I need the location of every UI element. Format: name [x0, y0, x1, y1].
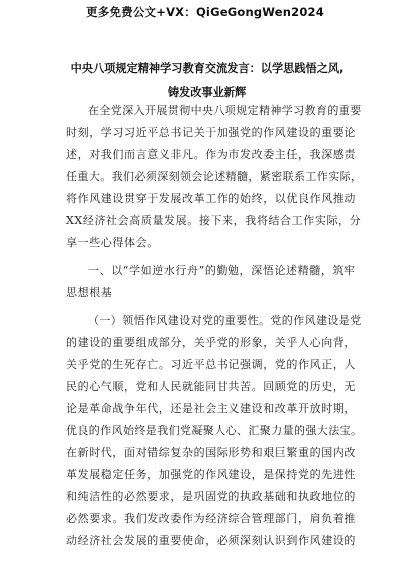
section-heading: 一、以“学如逆水行舟”的勤勉，深悟论述精髓，筑牢 — [88, 264, 356, 277]
body-line: 关乎党的生死存亡。习近平总书记强调，党的作风正，人 — [66, 358, 356, 371]
body-line: 革发展稳定任务，加强党的作风建设，是保持党的先进性 — [66, 468, 356, 481]
body-line: 民的心气顺，党和人民就能同甘共苦。回顾党的历史，无 — [66, 380, 356, 393]
body-line: 优良的作风始终是我们党凝聚人心、汇聚力量的强大法宝。 — [66, 424, 363, 437]
body-line: 必然要求。我们发改委作为经济综合管理部门，肩负着推 — [66, 512, 356, 525]
section-heading-cont: 思想根基 — [66, 286, 113, 299]
body-line: 和纯洁性的必然要求，是巩固党的执政基础和执政地位的 — [66, 490, 356, 503]
body-line: 在全党深入开展贯彻中央八项规定精神学习教育的重要 — [88, 104, 362, 117]
body-line: 任重大。我们必须深刻领会论述精髓，紧密联系工作实际， — [66, 170, 363, 183]
body-line: 的建设的重要组成部分，关乎党的形象，关乎人心向背， — [66, 336, 356, 349]
body-line: 将作风建设贯穿于发展改革工作的始终，以优良作风推动 — [66, 192, 356, 205]
body-line: 动经济社会发展的重要使命，必须深刻认识到作风建设的 — [66, 534, 356, 547]
body-line: 享一些心得体会。 — [66, 236, 159, 249]
document-title-line-2: 铸发改事业新辉 — [167, 86, 247, 99]
body-line: 述，对我们而言意义非凡。作为市发改委主任，我深感责 — [66, 148, 356, 161]
document-title-line-1: 中央八项规定精神学习教育交流发言：以学思践悟之风, — [70, 62, 344, 75]
subsection-line: （一）领悟作风建设对党的重要性。党的作风建设是党 — [88, 314, 362, 327]
promo-banner: 更多免费公文+VX：QiGeGongWen2024 — [86, 5, 324, 19]
body-line: 论是革命战争年代，还是社会主义建设和改革开放时期， — [66, 402, 356, 415]
body-line: XX经济社会高质量发展。接下来，我将结合工作实际，分 — [66, 214, 362, 227]
body-line: 时刻，学习习近平总书记关于加强党的作风建设的重要论 — [66, 126, 356, 139]
body-line: 在新时代，面对错综复杂的国际形势和艰巨繁重的国内改 — [66, 446, 356, 459]
